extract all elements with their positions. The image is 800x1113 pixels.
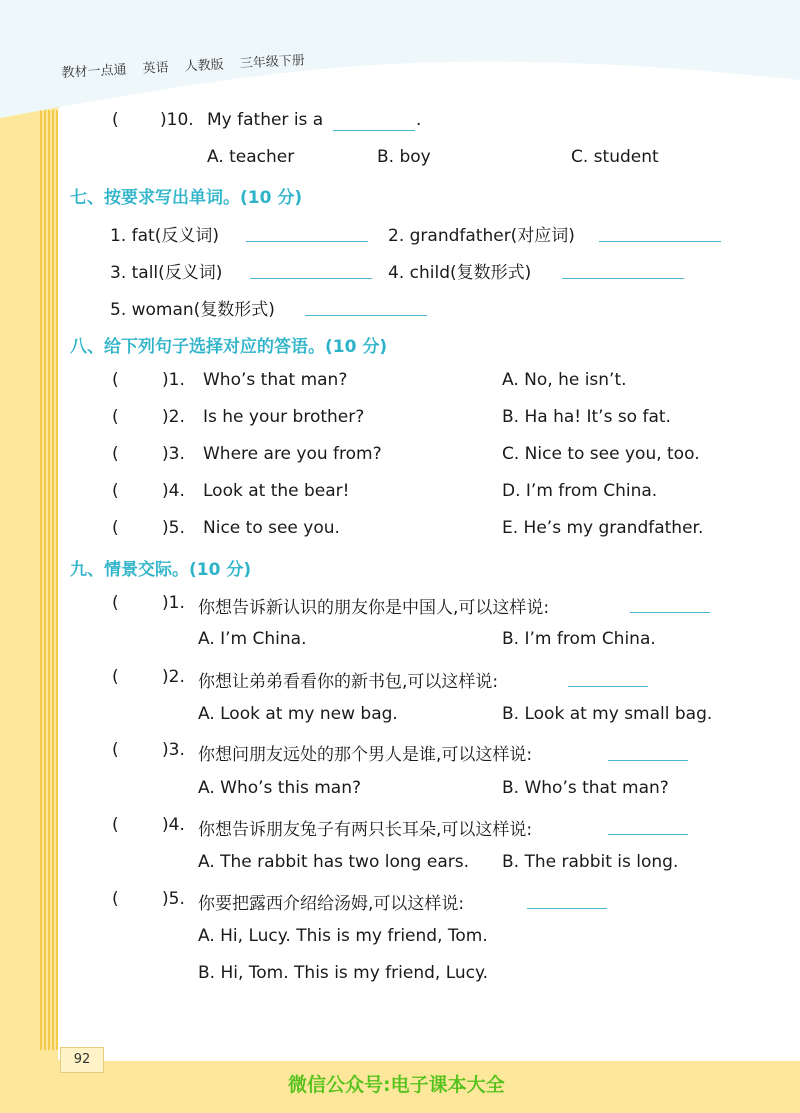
- header-grade: 三年级下册: [239, 53, 306, 72]
- answer-blank[interactable]: [568, 686, 648, 687]
- header-book: 教材一点通: [61, 62, 127, 81]
- answer-blank[interactable]: [246, 241, 368, 242]
- answer-paren-open: (: [112, 407, 119, 427]
- answer-blank[interactable]: [599, 241, 721, 242]
- question-text: Who’s that man?: [203, 370, 348, 390]
- question-text: 你想问朋友远处的那个男人是谁,可以这样说:: [198, 745, 533, 765]
- answer-blank[interactable]: [333, 130, 415, 131]
- question-number: )5.: [162, 518, 185, 538]
- question-number: )2.: [162, 407, 185, 427]
- answer-blank[interactable]: [250, 278, 372, 279]
- watermark: 微信公众号:电子课本大全: [288, 1074, 505, 1096]
- option-a: A. The rabbit has two long ears.: [198, 852, 469, 872]
- page-sheet: [58, 108, 800, 1060]
- question-text: My father is a: [207, 110, 324, 130]
- answer-paren-open: (: [112, 518, 119, 538]
- answer-paren-open: (: [112, 110, 119, 130]
- question-end: .: [416, 110, 422, 130]
- question-text: Nice to see you.: [203, 518, 340, 538]
- option-a: A. Hi, Lucy. This is my friend, Tom.: [198, 926, 488, 946]
- question-text: 你想告诉新认识的朋友你是中国人,可以这样说:: [198, 598, 550, 618]
- option-b: B. Who’s that man?: [502, 778, 669, 798]
- section-9-title: 九、情景交际。(10 分): [70, 560, 252, 580]
- page-stack-stripes: [40, 110, 58, 1050]
- answer-blank[interactable]: [608, 834, 688, 835]
- question-number: )1.: [162, 593, 185, 613]
- answer-blank[interactable]: [527, 908, 607, 909]
- page-number: 92: [60, 1047, 104, 1073]
- answer-paren-open: (: [112, 889, 119, 909]
- section-8-title: 八、给下列句子选择对应的答语。(10 分): [70, 337, 388, 357]
- option-b: B. boy: [377, 147, 431, 167]
- header-subject: 英语: [142, 60, 170, 77]
- option-b: B. Look at my small bag.: [502, 704, 713, 724]
- question-number: )5.: [162, 889, 185, 909]
- word-item: 1. fat(反义词): [110, 226, 219, 246]
- option-a: A. teacher: [207, 147, 295, 167]
- question-text: Look at the bear!: [203, 481, 350, 501]
- answer-blank[interactable]: [562, 278, 684, 279]
- answer-paren-open: (: [112, 370, 119, 390]
- answer-paren-open: (: [112, 481, 119, 501]
- question-text: Is he your brother?: [203, 407, 365, 427]
- question-number: )1.: [162, 370, 185, 390]
- answer-option: B. Ha ha! It’s so fat.: [502, 407, 671, 427]
- section-7-title: 七、按要求写出单词。(10 分): [70, 188, 303, 208]
- answer-option: D. I’m from China.: [502, 481, 658, 501]
- answer-option: E. He’s my grandfather.: [502, 518, 704, 538]
- word-item: 4. child(复数形式): [388, 263, 532, 283]
- answer-paren-open: (: [112, 815, 119, 835]
- option-b: B. The rabbit is long.: [502, 852, 679, 872]
- question-number: )3.: [162, 444, 185, 464]
- question-number: )4.: [162, 815, 185, 835]
- answer-blank[interactable]: [305, 315, 427, 316]
- answer-paren-open: (: [112, 667, 119, 687]
- question-text: 你要把露西介绍给汤姆,可以这样说:: [198, 894, 465, 914]
- answer-option: A. No, he isn’t.: [502, 370, 627, 390]
- question-text: 你想让弟弟看看你的新书包,可以这样说:: [198, 672, 499, 692]
- option-a: A. I’m China.: [198, 629, 307, 649]
- answer-paren-open: (: [112, 444, 119, 464]
- question-number: )4.: [162, 481, 185, 501]
- option-a: A. Who’s this man?: [198, 778, 361, 798]
- question-number: )2.: [162, 667, 185, 687]
- question-text: Where are you from?: [203, 444, 382, 464]
- header-edition: 人教版: [184, 57, 225, 75]
- option-c: C. student: [571, 147, 659, 167]
- answer-blank[interactable]: [608, 760, 688, 761]
- option-b: B. I’m from China.: [502, 629, 656, 649]
- word-item: 5. woman(复数形式): [110, 300, 275, 320]
- answer-paren-open: (: [112, 593, 119, 613]
- answer-paren-open: (: [112, 740, 119, 760]
- question-number: )10.: [160, 110, 194, 130]
- question-text: 你想告诉朋友兔子有两只长耳朵,可以这样说:: [198, 820, 533, 840]
- word-item: 3. tall(反义词): [110, 263, 223, 283]
- question-number: )3.: [162, 740, 185, 760]
- option-b: B. Hi, Tom. This is my friend, Lucy.: [198, 963, 489, 983]
- answer-blank[interactable]: [630, 612, 710, 613]
- option-a: A. Look at my new bag.: [198, 704, 398, 724]
- word-item: 2. grandfather(对应词): [388, 226, 575, 246]
- answer-option: C. Nice to see you, too.: [502, 444, 700, 464]
